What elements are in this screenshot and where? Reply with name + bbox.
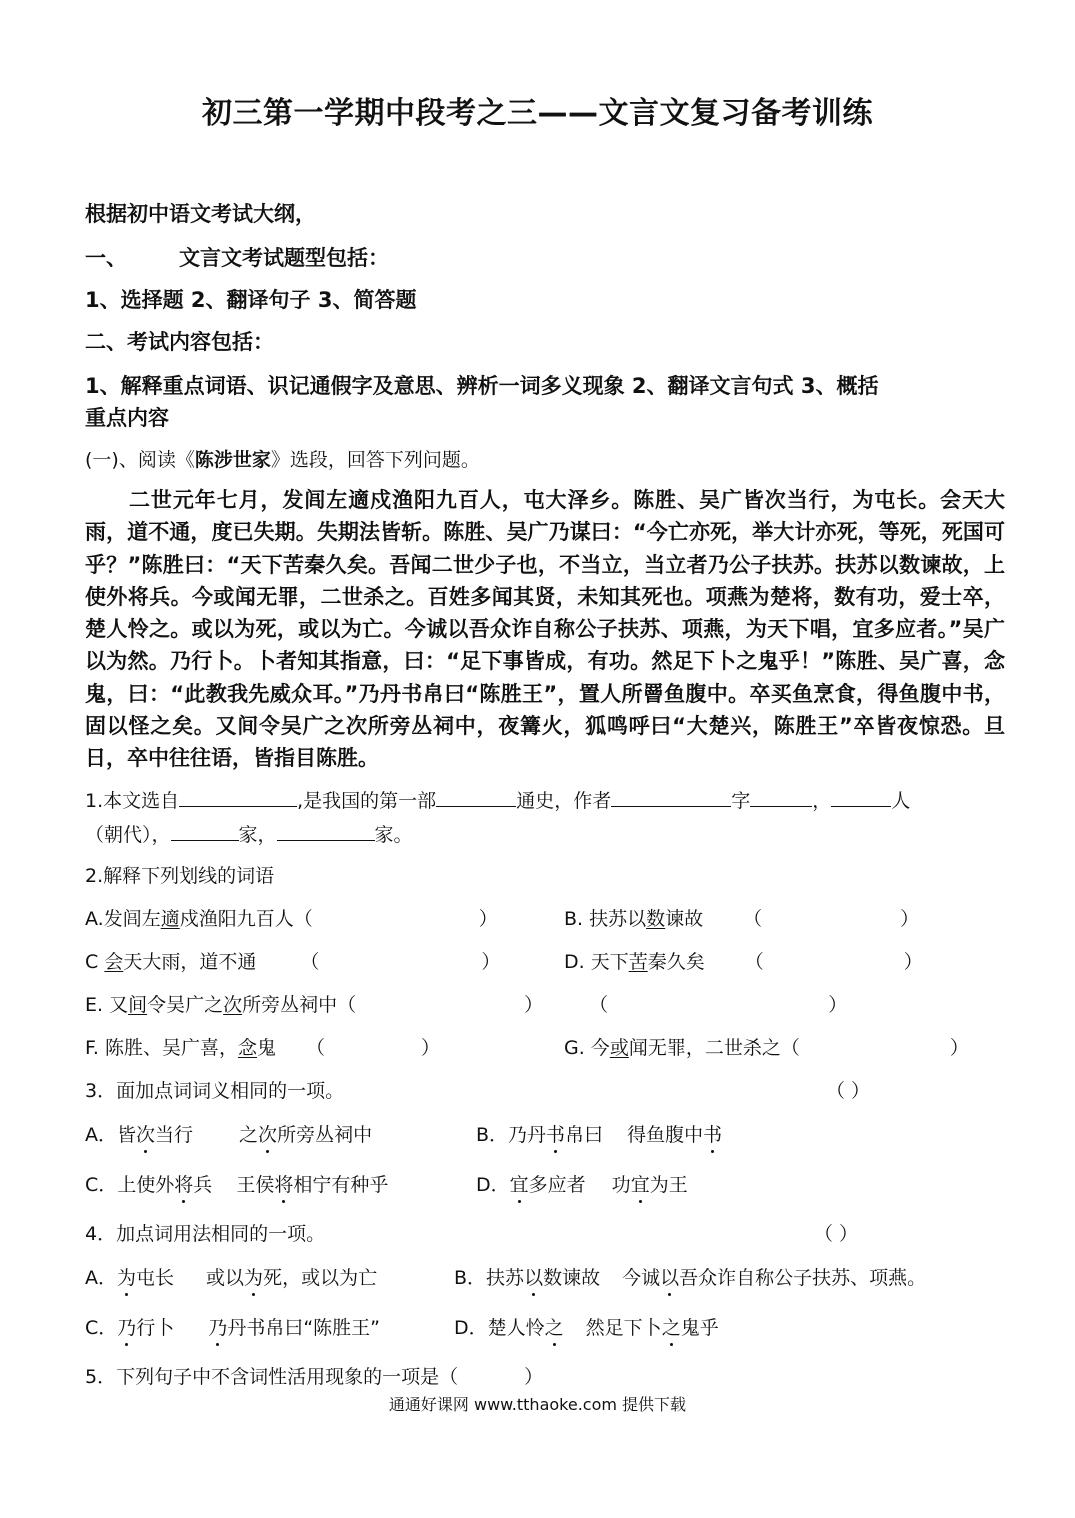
dotted-word: 乃: [208, 1313, 227, 1340]
q4-option-c: [85, 1313, 380, 1340]
q2-text: 秦久矣: [647, 951, 705, 973]
q2-text: ）: [524, 994, 544, 1016]
dotted-word: 为: [244, 1263, 263, 1290]
question-1-line-2: [85, 820, 413, 847]
footer-credit: 通通好课网 www.tthaoke.com 提供下载: [388, 1395, 687, 1414]
text-fragment: B．: [454, 1267, 487, 1289]
text-fragment: 楚人怜: [487, 1317, 545, 1339]
text-fragment: 相宁有种乎: [293, 1174, 389, 1196]
answer-blank[interactable]: [171, 822, 239, 841]
reading-instruction: [85, 445, 480, 472]
q3-answer-paren[interactable]: （ ）: [826, 1080, 871, 1102]
q2-text: 令吴广之: [147, 994, 224, 1016]
dotted-word: 之: [662, 1313, 681, 1340]
underlined-word: 间: [128, 994, 148, 1016]
text-fragment: 鬼乎: [680, 1317, 719, 1339]
q2-text: ）: [900, 908, 920, 930]
q2-text: F. 陈胜、吴广喜，: [85, 1037, 238, 1059]
question-5: [85, 1362, 543, 1389]
answer-blank[interactable]: [436, 788, 516, 807]
underlined-word: 会: [104, 951, 124, 973]
q1-text: 人: [891, 790, 911, 812]
q2-text: （: [743, 908, 763, 930]
text-fragment: 功: [611, 1174, 631, 1196]
q2-text: （: [744, 951, 764, 973]
underlined-word: 適: [160, 908, 180, 930]
q2-text: 谏故: [665, 908, 704, 930]
text-fragment: 数谏故: [543, 1267, 601, 1289]
dotted-word: 之: [545, 1313, 564, 1340]
text-fragment: A．皆: [85, 1124, 136, 1146]
underlined-word: 念: [237, 1037, 257, 1059]
text-fragment: 当行: [155, 1124, 194, 1146]
answer-blank[interactable]: [831, 788, 891, 807]
q4-answer-paren[interactable]: （ ）: [814, 1223, 859, 1245]
q2-item-f: [85, 1033, 440, 1060]
q2-text: 天大雨，道不通: [123, 951, 257, 973]
q2-text: 鬼: [256, 1037, 276, 1059]
underlined-word: 或: [609, 1037, 629, 1059]
q2-text: （: [300, 951, 320, 973]
dotted-word: 书: [546, 1120, 565, 1147]
text-fragment: C．: [85, 1317, 118, 1339]
q2-text: G. 今: [564, 1037, 610, 1059]
text-fragment: 王侯: [236, 1174, 275, 1196]
intro-text: 根据初中语文考试大纲，: [85, 202, 316, 226]
text-fragment: 然足下卜: [585, 1317, 662, 1339]
q4-option-a: [85, 1263, 377, 1290]
q2-item-c: [85, 947, 500, 974]
text-fragment: 死，或以为亡: [263, 1267, 378, 1289]
answer-blank[interactable]: [179, 788, 297, 807]
text-fragment: 帛曰: [565, 1124, 604, 1146]
q2-item-d: [564, 947, 923, 974]
q3-option-d: [476, 1170, 688, 1197]
text-fragment: 得鱼腹中: [627, 1124, 704, 1146]
text-fragment: 丹书帛曰“陈胜王”: [227, 1317, 381, 1339]
q1-text: 家。: [374, 824, 413, 846]
dotted-word: 次: [136, 1120, 155, 1147]
text-fragment: C．上使外: [85, 1174, 175, 1196]
dotted-word: 宜: [631, 1170, 650, 1197]
question-1-line-1: [85, 786, 910, 813]
q2-text: D. 天下: [564, 951, 629, 973]
text-fragment: 屯长: [136, 1267, 175, 1289]
dotted-word: 次: [258, 1120, 277, 1147]
text-fragment: 所旁丛祠中: [277, 1124, 373, 1146]
question-types: 1、选择题 2、翻译句子 3、简答题: [85, 288, 417, 312]
q1-text: 字: [731, 790, 751, 812]
text-fragment: 吾众诈自称公子扶苏、项燕。: [679, 1267, 927, 1289]
q2-text: E. 又: [85, 994, 129, 1016]
q2-item-g: [564, 1033, 969, 1060]
q5-text: 5．下列句子中不含词性活用现象的一项是（: [85, 1366, 459, 1388]
q2-item-b: [564, 904, 919, 931]
text-fragment: 今诚: [622, 1267, 661, 1289]
text-fragment: D．: [476, 1174, 510, 1196]
page-title: 初三第一学期中段考之三——文言文复习备考训练: [202, 96, 873, 131]
content-line-1: 1、解释重点词语、识记通假字及意思、辨析一词多义现象 2、翻译文言句式 3、概括: [85, 374, 879, 398]
text-fragment: 行卜: [136, 1317, 175, 1339]
q2-text: ）: [949, 1037, 969, 1059]
underlined-word: 次: [223, 994, 243, 1016]
underlined-word: 苦: [628, 951, 648, 973]
q2-item-e: [85, 990, 847, 1017]
answer-blank[interactable]: [277, 822, 375, 841]
dotted-word: 乃: [117, 1313, 136, 1340]
question-3-title: 3．面加点词词义相同的一项。: [85, 1080, 345, 1102]
q2-text: A.发闾左: [85, 908, 161, 930]
answer-blank[interactable]: [750, 788, 812, 807]
dotted-word: 以: [660, 1263, 679, 1290]
q1-text: ，: [812, 790, 832, 812]
q5-text: ）: [524, 1366, 544, 1388]
passage: 二世元年七月，发闾左適戍渔阳九百人，屯大泽乡。陈胜、吴广皆次当行，为屯长。会天大雨，道不通，度已失期。失期法皆斩。陈胜、吴广乃谋曰：“今亡亦死，举大计亦死，等死，死国可乎？”陈胜曰：“天下苦秦久矣。吾闻二世少子也，不当立，当立者乃公子扶苏。扶苏以数谏故，上使外将兵。今或闻无罪，二世杀之。百姓多闻其贤，未知其死也。项燕为楚将，数有功，爱士卒，楚人怜之。或以为死，或以为亡。今诚以吾众诈自称公子扶苏、项燕，为天下唱，宜多应者。”吴广以为然。乃行卜。卜者知其指意，曰：“足下事皆成，有功。然足下卜之鬼乎！”陈胜、吴广喜，念鬼，曰：“此教我先威众耳。”乃丹书帛曰“陈胜王”，置人所罾鱼腹中。卒买鱼烹食，得鱼腹中书，固以怪之矣。又间令吴广之次所旁丛祠中，夜篝火，狐鸣呼曰“大楚兴，陈胜王”卒皆夜惊恐。旦日，卒中往往语，皆指目陈胜。: [85, 488, 1005, 771]
q3-option-c: [85, 1170, 388, 1197]
q1-text: ,是我国的第一部: [297, 790, 437, 812]
dotted-word: 宜: [510, 1170, 529, 1197]
section-one-text: 文言文考试题型包括：: [179, 246, 389, 270]
q3-option-b: [476, 1120, 722, 1147]
q1-text: 1.本文选自: [85, 790, 180, 812]
q2-text: ）: [903, 951, 923, 973]
q2-text: ）: [421, 1037, 441, 1059]
q2-text: C: [85, 951, 105, 973]
q2-text: ）: [828, 994, 848, 1016]
content-line-2: 重点内容: [85, 406, 169, 430]
q2-text: （: [306, 1037, 326, 1059]
reading-post: 》选段，回答下列问题。: [270, 449, 480, 471]
text-fragment: 之: [239, 1124, 259, 1146]
q1-text: 通史，作者: [516, 790, 612, 812]
dotted-word: 将: [274, 1170, 293, 1197]
question-4-title: 4．加点词用法相同的一项。: [85, 1223, 326, 1245]
underlined-word: 数: [646, 908, 666, 930]
q1-text: 家，: [238, 824, 277, 846]
dotted-word: 为: [117, 1263, 136, 1290]
dotted-word: 书: [703, 1120, 722, 1147]
text-fragment: B．乃丹: [476, 1124, 547, 1146]
q2-item-a: [85, 904, 498, 931]
section-two-heading: 二、考试内容包括：: [85, 330, 274, 354]
text-fragment: 兵: [193, 1174, 213, 1196]
q2-text: 所旁丛祠中（: [242, 994, 357, 1016]
text-fragment: 或以: [206, 1267, 245, 1289]
reading-title: 陈涉世家: [194, 449, 271, 471]
q3-option-a: [85, 1120, 372, 1147]
q2-text: B. 扶苏以: [564, 908, 647, 930]
section-one-number: 一、: [85, 246, 127, 270]
q4-option-d: [454, 1313, 719, 1340]
reading-pre: (一)、阅读《: [85, 449, 195, 471]
q4-option-b: [454, 1263, 926, 1290]
q2-text: 戍渔阳九百人（: [179, 908, 313, 930]
q2-text: ）: [478, 908, 498, 930]
text-fragment: A．: [85, 1267, 117, 1289]
text-fragment: 多应者: [528, 1174, 586, 1196]
answer-blank[interactable]: [611, 788, 731, 807]
text-fragment: 为王: [649, 1174, 688, 1196]
dotted-word: 将: [174, 1170, 193, 1197]
section-one-heading: [85, 242, 389, 272]
q2-text: ）: [481, 951, 501, 973]
question-2-title: 2.解释下列划线的词语: [85, 865, 275, 887]
q2-text: 闻无罪，二世杀之（: [628, 1037, 800, 1059]
q2-text: （: [589, 994, 609, 1016]
dotted-word: 以: [524, 1263, 543, 1290]
text-fragment: 扶苏: [486, 1267, 525, 1289]
q1-text: （朝代），: [85, 824, 171, 846]
text-fragment: D．: [454, 1317, 488, 1339]
